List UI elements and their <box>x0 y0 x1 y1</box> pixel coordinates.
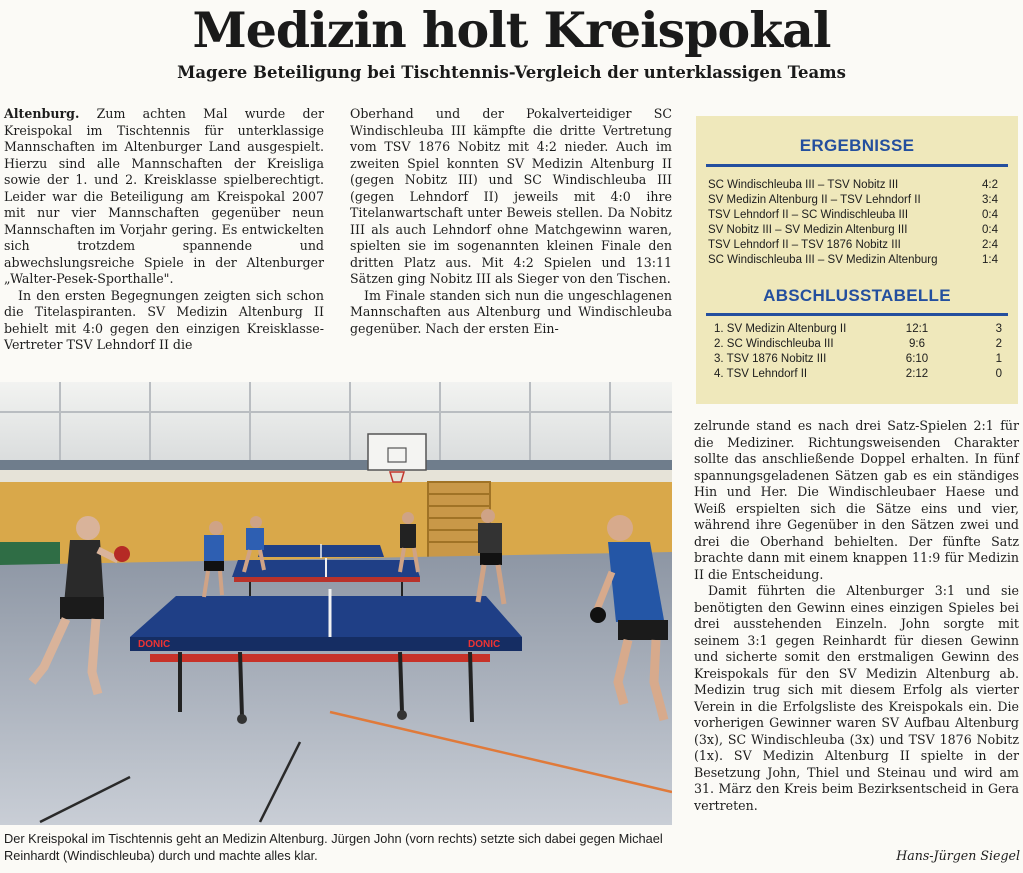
standings-points: 2 <box>995 338 1002 350</box>
result-row <box>708 223 1008 238</box>
result-row <box>708 238 1008 253</box>
paragraph: Oberhand und der Pokalverteidiger SC Windischleuba III kämpfte die dritte Vertretung vom TSV 1876 Nobitz mit 4:2 nieder. Auch im zweiten Spiel konnten SV Medizin Altenburg II (gegen Nobitz III) und SC Windischleuba III (gegen Lehndorf II) jeweils mit 4:0 ihre Titelanwartschaft unter Beweis stellen. Da Nobitz III als auch Lehndorf ohne Matchgewinn waren, spielten sie im sogenannten kleinen Finale den dritten Platz aus. Mit 4:2 Spielen und 13:11 Sätzen ging Nobitz III als Sieger von den Tischen. <box>350 106 672 286</box>
results-title: ERGEBNISSE <box>799 136 915 155</box>
table-rule <box>706 313 1008 316</box>
result-row <box>708 208 1008 223</box>
table-brand-left: DONIC <box>138 639 171 650</box>
results-rule <box>706 164 1008 167</box>
standings-sets: 9:6 <box>909 338 925 350</box>
table-title: ABSCHLUSSTABELLE <box>763 286 951 305</box>
paragraph <box>4 106 324 288</box>
standings-sets: 2:12 <box>905 368 929 380</box>
results-infobox <box>696 116 1018 404</box>
result-score: 0:4 <box>982 224 998 236</box>
standings-sets: 12:1 <box>905 323 929 335</box>
standings-points: 3 <box>995 323 1002 335</box>
standings-points: 1 <box>995 353 1002 365</box>
article-column-1 <box>4 106 324 354</box>
headline: Medizin holt Kreispokal <box>192 1 831 59</box>
result-row <box>708 193 1008 208</box>
article-column-2 <box>350 106 672 337</box>
result-score: 1:4 <box>982 254 998 266</box>
result-match: SC Windischleuba III – TSV Nobitz III <box>708 179 899 191</box>
standings-sets: 6:10 <box>905 353 929 365</box>
standings-row <box>714 367 1008 382</box>
standings-team: 2. SC Windischleuba III <box>714 338 834 350</box>
result-score: 2:4 <box>982 239 998 251</box>
article-column-3 <box>694 418 1019 814</box>
result-match: SV Nobitz III – SV Medizin Altenburg III <box>708 224 908 236</box>
table-tennis-photo <box>0 382 672 825</box>
photo-caption: Der Kreispokal im Tischtennis geht an Medizin Altenburg. Jürgen John (vorn rechts) setzte sich dabei gegen Michael Reinhardt (Windischleuba) durch und machte alles klar. <box>4 831 663 863</box>
standings-team: 4. TSV Lehndorf II <box>714 368 808 380</box>
result-match: SC Windischleuba III – SV Medizin Altenburg <box>708 254 938 266</box>
standings-row <box>714 352 1008 367</box>
paragraph: zelrunde stand es nach drei Satz-Spielen 2:1 für die Mediziner. Richtungsweisenden Charakter sollte das anschließende Doppel erhalten. In fünf spannungsgeladenen Sätzen gab es ein ständiges Hin und Her. Die Windischleubaer Haese und Weiß erspielten sich die Sätze eins und vier, während ihre Gegenüber in den Sätzen zwei und drei die Oberhand behielten. Der fünfte Satz brachte dann mit einem knappen 11:9 für Medizin II die Entscheidung. <box>694 418 1019 582</box>
wall-band <box>0 470 672 482</box>
result-score: 4:2 <box>982 179 998 191</box>
standings-team: 3. TSV 1876 Nobitz III <box>714 353 827 365</box>
paragraph: Im Finale standen sich nun die ungeschlagenen Mannschaften aus Altenburg und Windischleuba gegenüber. Nach der ersten Ein- <box>350 287 672 336</box>
wall-beam <box>0 460 672 470</box>
subheadline: Magere Beteiligung bei Tischtennis-Vergleich der unterklassigen Teams <box>177 63 846 82</box>
author-byline: Hans-Jürgen Siegel <box>896 848 1020 863</box>
result-match: TSV Lehndorf II – TSV 1876 Nobitz III <box>708 239 901 251</box>
result-score: 3:4 <box>982 194 998 206</box>
result-row <box>708 253 1008 268</box>
result-match: TSV Lehndorf II – SC Windischleuba III <box>708 209 909 221</box>
standings-points: 0 <box>995 368 1002 380</box>
result-score: 0:4 <box>982 209 998 221</box>
result-row <box>708 178 1008 193</box>
standings-row <box>714 337 1008 352</box>
standings-team: 1. SV Medizin Altenburg II <box>714 323 847 335</box>
dateline: Altenburg. <box>4 106 80 121</box>
result-match: SV Medizin Altenburg II – TSV Lehndorf II <box>708 194 921 206</box>
back-table <box>258 544 384 558</box>
table-brand-right: DONIC <box>468 639 501 650</box>
paragraph: Damit führten die Altenburger 3:1 und sie benötigten den Gewinn eines einzigen Spieles bei drei ausstehenden Einzeln. John sorgte mit seinem 3:1 gegen Reinhardt für diesen Gewinn und sicherte somit den erstmaligen Gewinn des Kreispokals für den SV Medizin Altenburg ab. Medizin trug sich mit diesem Erfolg als vierter Verein in die Erfolgsliste des Kreispokals ein. Die vorherigen Gewinner waren SV Aufbau Altenburg (3x), SC Windischleuba (3x) und TSV 1876 Nobitz (1x). SV Medizin Altenburg II spielte in der Besetzung John, Thiel und Steinau und wird am 31. März den Kreis beim Bezirksentscheid in Gera vertreten. <box>694 583 1019 813</box>
standings-row <box>714 322 1008 337</box>
paragraph: In den ersten Begegnungen zeigten sich schon die Titelaspiranten. SV Medizin Altenburg II behielt mit 4:0 gegen den einzigen Kreisklasse-Vertreter TSV Lehndorf II die <box>4 287 324 352</box>
photo-illustration <box>0 382 672 825</box>
paragraph-text: Zum achten Mal wurde der Kreispokal im Tischtennis für unterklassige Mannschaften im Altenburger Land ausgespielt. Hierzu sind alle Mannschaften der Kreisliga sowie der 1. und 2. Kreisklasse spielberechtigt. Leider war die Beteiligung am Kreispokal 2007 mit nur vier Mannschaften gegenüber neun Mannschaften im Vorjahr gering. Es entwickelten sich trotzdem spannende und abwechslungsreiche Spiele in der Altenburger „Walter-Pesek-Sporthalle". <box>4 106 324 286</box>
